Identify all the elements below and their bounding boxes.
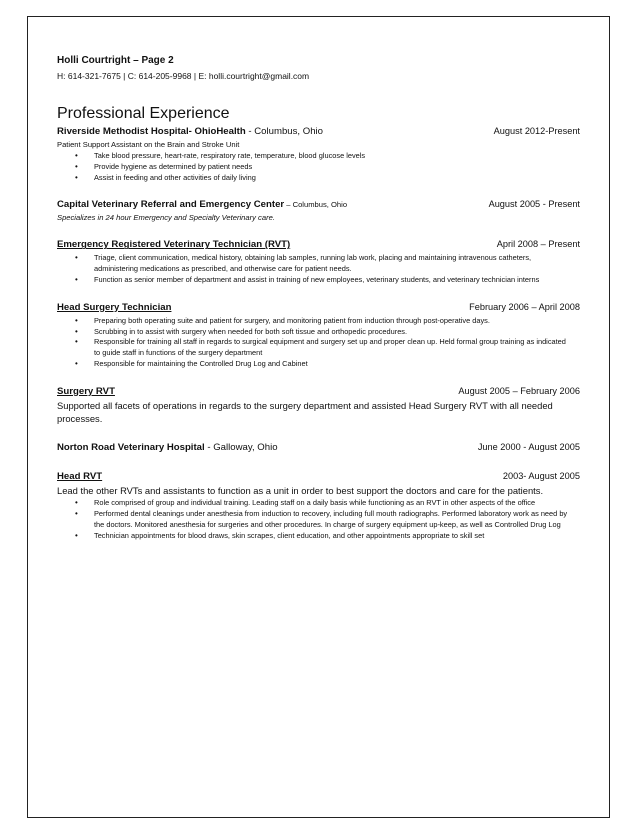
head-surgery-date: February 2006 – April 2008 xyxy=(469,301,580,312)
list-item: • Responsible for maintaining the Controlled Drug Log and Cabinet xyxy=(94,359,580,370)
surgery-rvt-description: Supported all facets of operations in regards to the surgery department and assisted Head Surgery RVT with all needed processes. xyxy=(57,399,553,425)
contact-info: H: 614-321-7675 | C: 614-205-9968 | E: holli.courtright@gmail.com xyxy=(57,71,310,81)
list-item: • Role comprised of group and individual training. Leading staff on a daily basis while functioning as an RVT in other aspects of the office xyxy=(94,498,580,509)
list-item: • Assist in feeding and other activities of daily living xyxy=(94,173,580,184)
capital-tagline: Specializes in 24 hour Emergency and Specialty Veterinary care. xyxy=(57,213,275,223)
norton-employer: Norton Road Veterinary Hospital xyxy=(57,441,205,453)
surgery-rvt-date: August 2005 – February 2006 xyxy=(458,385,580,396)
capital-employer-line xyxy=(57,198,347,212)
head-rvt-bullets xyxy=(57,498,580,541)
list-item: • Technician appointments for blood draws, skin scrapes, client education, and other appointments appropriate to skill set xyxy=(94,531,580,542)
riverside-employer: Riverside Methodist Hospital- OhioHealth xyxy=(57,126,246,137)
head-rvt-header xyxy=(57,469,580,484)
head-surgery-title: Head Surgery Technician xyxy=(57,301,172,313)
resume-page xyxy=(27,16,610,818)
norton-employer-line xyxy=(57,441,278,455)
riverside-bullets xyxy=(57,151,580,183)
capital-employer: Capital Veterinary Referral and Emergency Center xyxy=(57,199,285,211)
page-title: Holli Courtright – Page 2 xyxy=(57,55,174,66)
riverside-location: - Columbus, Ohio xyxy=(245,126,324,137)
head-rvt-title: Head RVT xyxy=(57,470,103,482)
list-item: • Scrubbing in to assist with surgery when needed for both soft tissue and orthopedic procedures. xyxy=(94,327,580,338)
list-item: • Triage, client communication, medical history, obtaining lab samples, running lab work, placing and maintaining intravenous catheters, administering medications as prescribed, and otherwise care for patient needs. xyxy=(94,253,580,275)
head-rvt-description: Lead the other RVTs and assistants to function as a unit in order to best support the doctors and care for the patients. xyxy=(57,484,544,496)
riverside-employer-line xyxy=(57,125,323,139)
ervt-date: April 2008 – Present xyxy=(496,239,580,250)
norton-header xyxy=(57,440,580,455)
head-surgery-bullets xyxy=(57,316,580,370)
norton-date: June 2000 - August 2005 xyxy=(477,441,580,452)
riverside-date: August 2012-Present xyxy=(493,126,580,136)
list-item: • Function as senior member of department and assist in training of new employees, veterinary students, and veterinary technician interns xyxy=(94,275,580,286)
ervt-bullets xyxy=(57,253,580,285)
surgery-rvt-header xyxy=(57,384,580,399)
norton-location: - Galloway, Ohio xyxy=(204,441,278,453)
capital-header xyxy=(57,197,580,212)
list-item: • Responsible for training all staff in regards to surgical equipment and surgery set up and proper clean up. Held formal group training as indicated to guide staff in functions of the surgery department xyxy=(94,337,580,359)
head-rvt-date: 2003- August 2005 xyxy=(502,470,580,481)
list-item: • Performed dental cleanings under anesthesia from induction to recovery, including full mouth radiographs. Performed laboratory work as need by the doctors. Monitored anesthesia for surgeries and other procedures. In charge of surgery equipment up-keep, as well as Controlled Drug Log xyxy=(94,509,580,531)
resume-content xyxy=(57,54,580,541)
section-title: Professional Experience xyxy=(57,105,230,122)
head-surgery-header xyxy=(57,300,580,315)
riverside-header xyxy=(57,124,580,139)
capital-location: – Columbus, Ohio xyxy=(284,200,348,210)
ervt-header xyxy=(57,237,580,252)
ervt-title: Emergency Registered Veterinary Technician (RVT) xyxy=(57,239,291,251)
list-item: • Preparing both operating suite and patient for surgery, and monitoring patient from induction through post-operative days. xyxy=(94,316,580,327)
riverside-role: Patient Support Assistant on the Brain and Stroke Unit xyxy=(57,140,240,149)
list-item: • Take blood pressure, heart-rate, respiratory rate, temperature, blood glucose levels xyxy=(94,151,580,162)
list-item: • Provide hygiene as determined by patient needs xyxy=(94,162,580,173)
capital-date: August 2005 - Present xyxy=(488,199,580,210)
surgery-rvt-title: Surgery RVT xyxy=(57,385,115,397)
